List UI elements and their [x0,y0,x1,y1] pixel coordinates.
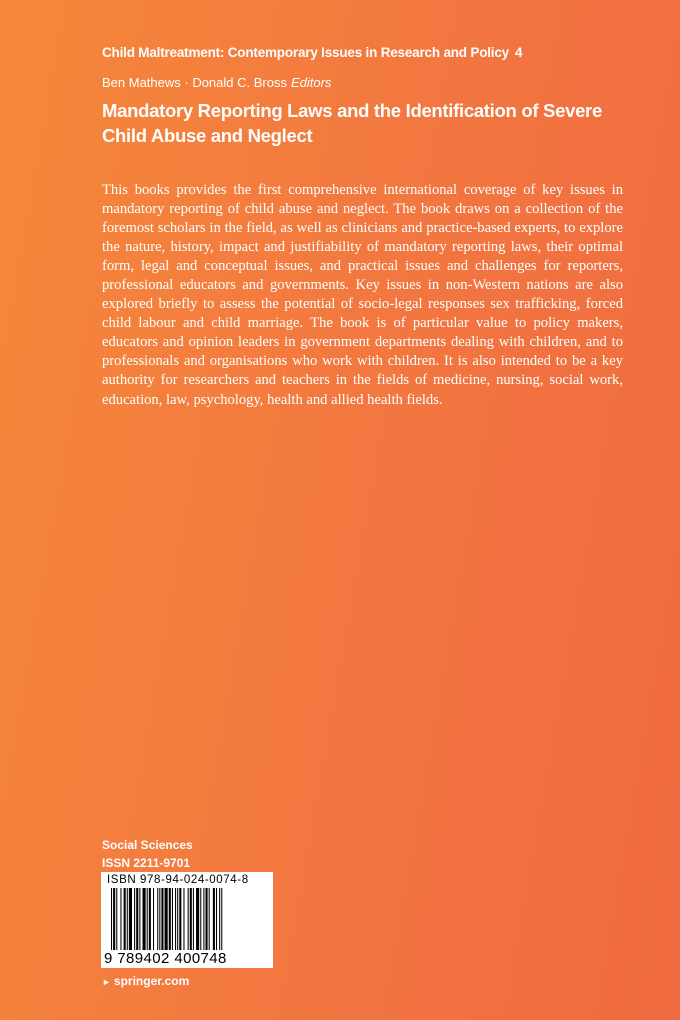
isbn-label: ISBN 978-94-024-0074-8 [107,874,249,886]
publisher-url: springer.com [113,974,190,988]
arrow-right-icon: ► [102,977,111,987]
barcode-block [101,872,273,968]
series-line [102,45,662,60]
ean-digits: 9 789402 400748 [104,950,227,967]
series-title: Child Maltreatment: Contemporary Issues in Research and Policy [102,45,509,60]
editor-names: Ben Mathews · Donald C. Bross [102,75,287,90]
issn: ISSN 2211-9701 [102,856,191,870]
subject-category: Social Sciences [102,838,193,852]
editors-line [102,75,662,90]
book-description: This books provides the first comprehensive international coverage of key issues in mandatory reporting of child abuse and neglect. The book draws on a collection of the foremost scholars in the field, as well as clinicians and practice-based experts, to explore the nature, history, impact and justifiability of mandatory reporting laws, their optimal form, legal and conceptual issues, and practical issues and challenges for reporters, professional educators and governments. Key issues in non-Western nations are also explored briefly to assess the potential of socio-legal responses sex trafficking, forced child labour and child marriage. The book is of particular value to policy makers, educators and opinion leaders in government departments dealing with children, and to professionals and organisations who work with children. It is also intended to be a key authority for researchers and teachers in the fields of medicine, nursing, social work, education, law, psychology, health and allied health fields. [102,182,623,408]
publisher-link[interactable] [102,974,189,988]
book-title: Mandatory Reporting Laws and the Identification of Severe Child Abuse and Neglect [102,100,602,146]
editors-role: Editors [290,75,332,90]
barcode-icon [111,888,263,950]
series-volume: 4 [514,45,523,60]
